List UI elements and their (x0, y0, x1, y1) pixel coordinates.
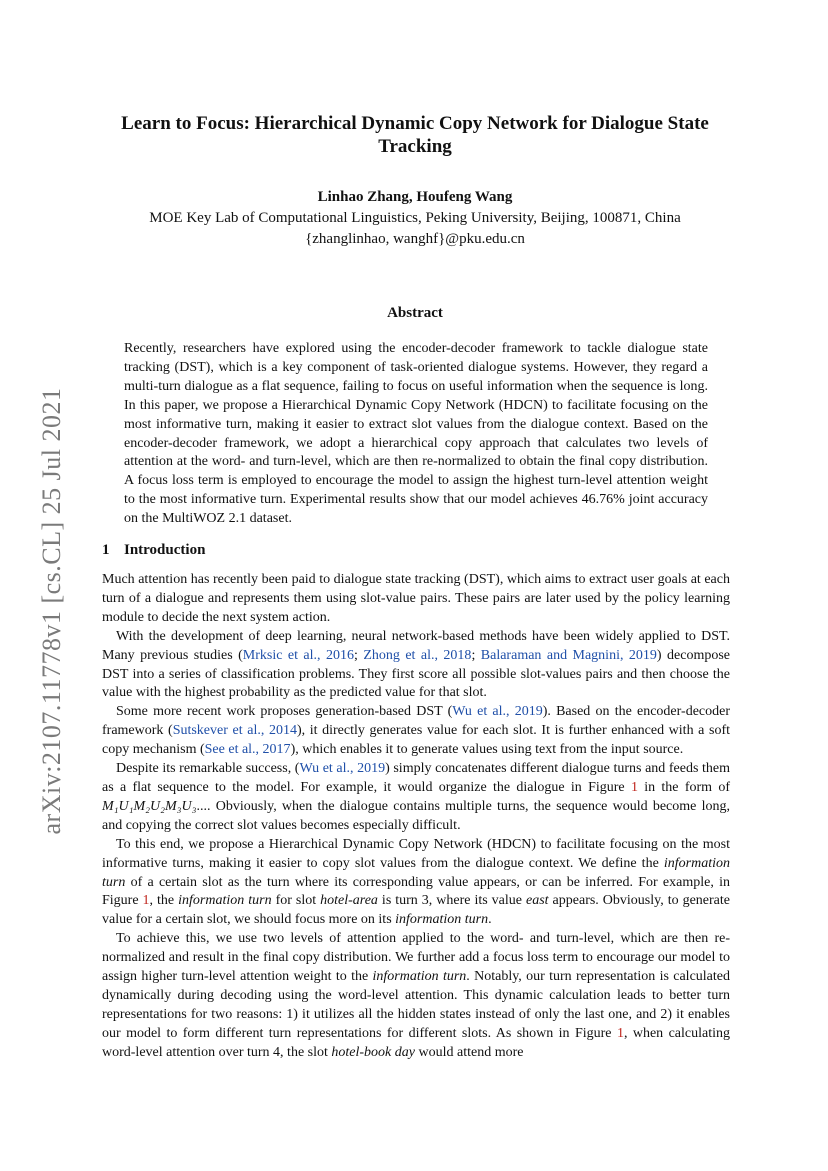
paragraph-text: . Notably, our turn representation is calculated dynamically during decoding using the word-level attention. This dynamic calculation leads to better turn representations for two reasons: 1) it utilizes all the hidden states instead of only the last one, and 2) it enables our model to form different turn representations for different slots. As shown in Figure (102, 969, 730, 1041)
paragraph-text: To achieve this, we use two levels of attention applied to the word- and turn-level, which are then re-normalized and result in the final copy distribution. We further add a focus loss term to encourage our model to assign higher turn-level attention weight to the (102, 931, 730, 985)
figure-link[interactable]: 1 (616, 1025, 624, 1041)
paper-title: Learn to Focus: Hierarchical Dynamic Copy Network for Dialogue State Tracking (121, 113, 709, 157)
paragraph-text: Some more recent work proposes generation-based DST ( (116, 704, 453, 720)
paragraph (102, 760, 730, 836)
arxiv-stamp-text: arXiv:2107.11778v1 [cs.CL] 25 Jul 2021 (37, 387, 66, 835)
paragraph-text: would attend more (414, 1044, 524, 1060)
paragraph-text: ), which enables it to generate values using text from the input source. (290, 742, 684, 758)
paragraph-text: ). Based on the encoder-decoder framework ( (102, 704, 730, 739)
section-title: Introduction (124, 542, 206, 558)
emphasis: hotel-book day (331, 1044, 415, 1060)
paragraph (102, 571, 730, 628)
paragraph-text: Much attention has recently been paid to dialogue state tracking (DST), which aims to extract user goals at each turn of a dialogue and represents them using slot-value pairs. These pairs are later used by the policy learning module to decide the next system action. (102, 572, 730, 625)
section-number: 1 (102, 542, 110, 558)
paragraph-text: of a certain slot as the turn where its corresponding value appears, or can be inferred. For example, in Figure (102, 874, 730, 909)
paragraph-text: for slot (271, 893, 321, 909)
author-affiliation: MOE Key Lab of Computational Linguistics, Peking University, Beijing, 100871, China (149, 210, 681, 226)
figure-link[interactable]: 1 (142, 893, 150, 909)
citation-link[interactable]: Balaraman and Magnini, 2019 (480, 647, 657, 663)
citation-link[interactable]: Zhong et al., 2018 (363, 647, 472, 663)
abstract-text: Recently, researchers have explored using the encoder-decoder framework to tackle dialogue state tracking (DST), which is a key component of task-oriented dialogue systems. However, they regard a multi-turn dialogue as a flat sequence, failing to focus on useful information when the sequence is long. In this paper, we propose a Hierarchical Dynamic Copy Network (HDCN) to facilitate focusing on the most informative turn, making it easier to extract slot values from the dialogue context. Based on the encoder-decoder framework, we adopt a hierarchical copy approach that calculates two levels of attention at the word- and turn-level, which are then re-normalized to obtain the final copy distribution. A focus loss term is employed to encourage the model to assign the highest turn-level attention weight to the most informative turn. Experimental results show that our model achieves 46.76% joint accuracy on the MultiWOZ 2.1 dataset. (124, 341, 708, 527)
paragraph (102, 930, 730, 1062)
math-expression: M₁U₁M₂U₂M₃U₃ (102, 798, 197, 814)
body-text (102, 571, 730, 1063)
emphasis: hotel-area (320, 893, 378, 909)
emphasis: information turn (178, 893, 272, 909)
paragraph-text: Despite its remarkable success, ( (116, 761, 300, 777)
paragraph (102, 836, 730, 931)
paragraph (102, 628, 730, 704)
paragraph-text: To this end, we propose a Hierarchical Dynamic Copy Network (HDCN) to facilitate focusing on the most informative turns, making it easier to copy slot values from the dialogue context. We define the (102, 836, 730, 871)
abstract-heading: Abstract (387, 305, 443, 321)
paragraph-text: , when calculating word-level attention over turn 4, the slot (102, 1025, 730, 1060)
paragraph-text: in the form of (637, 779, 730, 795)
citation-link[interactable]: Sutskever et al., 2014 (172, 723, 297, 739)
paragraph-text: . (488, 912, 492, 928)
section-heading (102, 542, 205, 559)
emphasis: information turn (372, 969, 467, 985)
author-names: Linhao Zhang, Houfeng Wang (317, 189, 513, 205)
paragraph-text: ; (471, 647, 481, 663)
emphasis: east (526, 893, 549, 909)
emphasis: information turn (102, 855, 730, 890)
paragraph-text: is turn 3, where its value (377, 893, 526, 909)
paragraph-text: ) decompose DST into a series of classification problems. They first score all possible slot-values pairs and then choose the value with the highest probability as the predicted value for that slot. (102, 647, 731, 701)
author-email: {zhanglinhao, wanghf}@pku.edu.cn (305, 231, 525, 247)
citation-link[interactable]: Wu et al., 2019 (452, 704, 543, 720)
paragraph-text: ) simply concatenates different dialogue turns and feeds them as a flat sequence to the model. For example, it would organize the dialogue in Figure (102, 761, 731, 795)
paragraph-text: .... Obviously, when the dialogue contains multiple turns, the sequence would become long, and copying the correct slot values becomes especially difficult. (102, 798, 730, 833)
paragraph-text: appears. Obviously, to generate value for a certain slot, we should focus more on its (102, 893, 730, 928)
paragraph-text: ), it directly generates value for each slot. It is further enhanced with a soft copy mechanism ( (102, 723, 731, 758)
figure-link[interactable]: 1 (630, 779, 638, 795)
paragraph-text: With the development of deep learning, neural network-based methods have been widely applied to DST. Many previous studies ( (102, 628, 730, 663)
citation-link[interactable]: See et al., 2017 (204, 742, 291, 758)
emphasis: information turn (395, 912, 489, 928)
citation-link[interactable]: Wu et al., 2019 (299, 761, 386, 777)
author-block (100, 187, 730, 250)
paragraph (102, 703, 730, 760)
citation-link[interactable]: Mrksic et al., 2016 (242, 647, 354, 663)
paragraph-text: , the (149, 893, 179, 909)
paragraph-text: ; (353, 647, 364, 663)
